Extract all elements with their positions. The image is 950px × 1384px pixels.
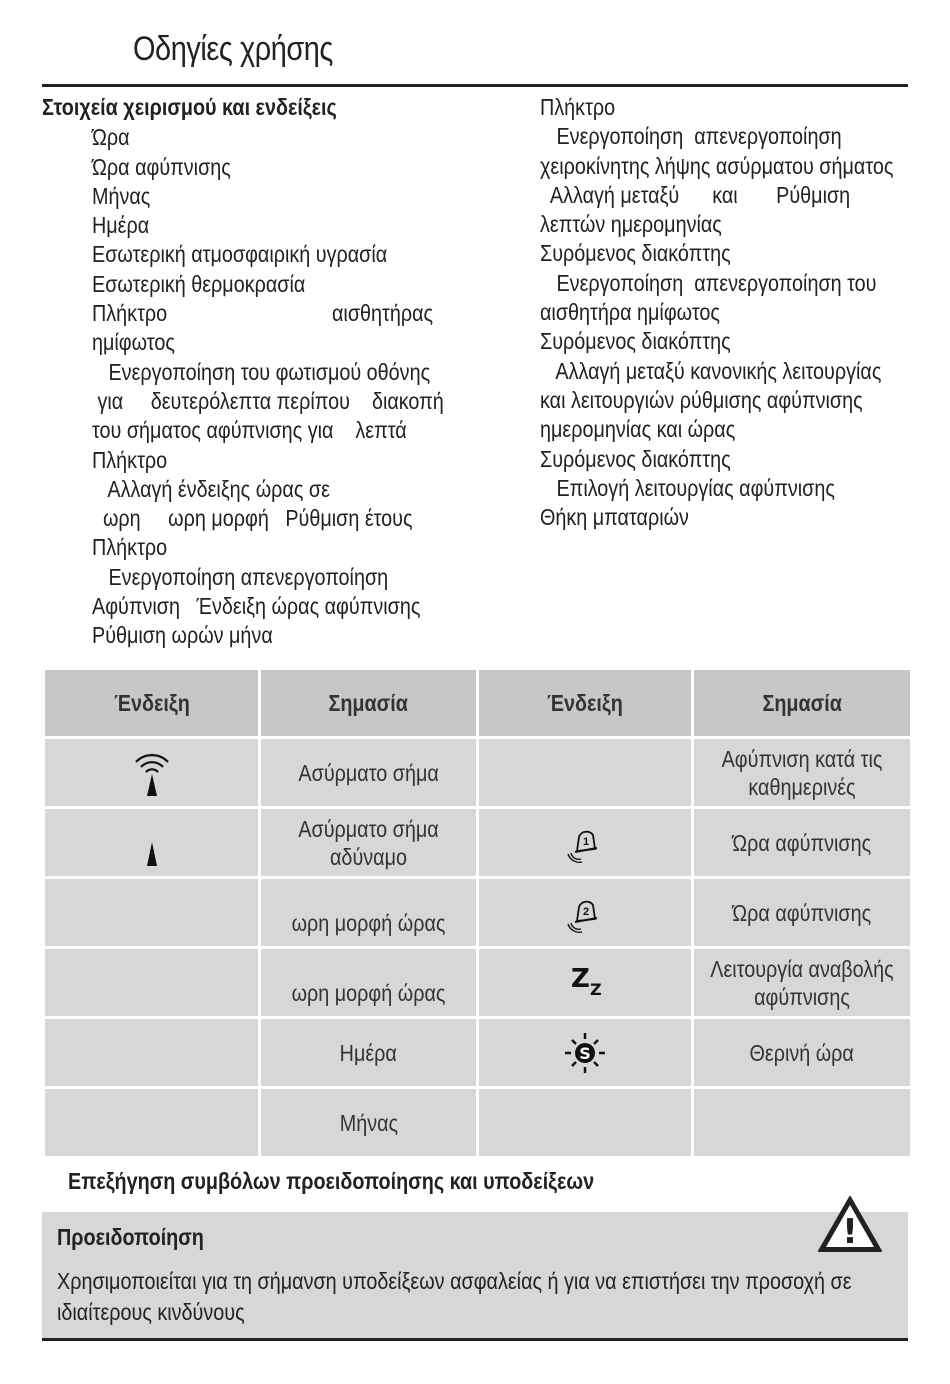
meaning-cell: ωρη μορφή ώρας [260, 948, 478, 1018]
indicator-cell [478, 1088, 693, 1158]
controls-left-list [92, 123, 501, 650]
meaning-cell: Ώρα αφύπνισης [693, 808, 912, 878]
controls-line: Ώρα αφύπνισης [92, 153, 231, 180]
meaning-cell: Ασύρματο σήμα αδύναμο [260, 808, 478, 878]
svg-text:S: S [579, 1043, 591, 1063]
svg-text:Z: Z [571, 963, 590, 994]
controls-line: και λειτουργιών ρύθμισης αφύπνισης [540, 386, 863, 413]
controls-line: Ώρα [92, 124, 130, 151]
header-meaning: Σημασία [693, 669, 912, 738]
controls-line: Αλλαγή μεταξύ κανονικής λειτουργίας [540, 357, 882, 384]
controls-left-column [42, 93, 501, 651]
indicator-cell [44, 1088, 260, 1158]
header-meaning: Σημασία [260, 669, 478, 738]
meaning-cell: Θερινή ώρα [693, 1018, 912, 1088]
table-row [44, 808, 912, 878]
controls-line: Επιλογή λειτουργίας αφύπνισης [540, 474, 835, 501]
meaning-cell: Αφύπνιση κατά τις καθημερινές [693, 738, 912, 808]
svg-text:Z: Z [590, 979, 602, 999]
controls-line: Πλήκτρο [540, 94, 616, 120]
header-indicator: Ένδειξη [478, 669, 693, 738]
controls-heading: Στοιχεία χειρισμού και ενδείξεις [42, 94, 337, 120]
warning-title: Προειδοποίηση [57, 1224, 204, 1250]
meaning-cell: Ώρα αφύπνισης [693, 878, 912, 948]
meaning-cell: Λειτουργία αναβολής αφύπνισης [693, 948, 912, 1018]
controls-line: Εσωτερική ατμοσφαιρική υγρασία [92, 241, 388, 268]
alarm-1-bell-icon [565, 823, 605, 863]
controls-line: ωρη ωρη μορφή Ρύθμιση έτους [92, 505, 413, 532]
controls-line: λεπτών ημερομηνίας [540, 211, 722, 238]
table-row [44, 738, 912, 808]
radio-signal-strong-icon [130, 748, 174, 798]
controls-line: του σήματος αφύπνισης για λεπτά [92, 417, 407, 444]
controls-line: Αλλαγή ένδειξης ώρας σε [92, 475, 330, 502]
controls-line: Αλλαγή μεταξύ και Ρύθμιση [540, 181, 851, 208]
meaning-cell: Ασύρματο σήμα [260, 738, 478, 808]
controls-line: για δευτερόλεπτα περίπου διακοπή [92, 387, 444, 414]
alarm-2-bell-icon [565, 893, 605, 933]
controls-line: Ημέρα [92, 212, 150, 239]
controls-line: Ενεργοποίηση απενεργοποίηση [92, 563, 389, 590]
indicator-cell [478, 808, 693, 878]
warning-text: Χρησιμοποιείται για τη σήμανση υποδείξεων ασφαλείας ή για να επιστήσει την προσοχή σε ιδιαίτερους κινδύνους [57, 1268, 852, 1325]
controls-right-column [540, 93, 950, 532]
indicators-table [42, 667, 913, 1159]
indicator-cell [44, 808, 260, 878]
indicator-cell [44, 878, 260, 948]
controls-line: Ρύθμιση ωρών μήνα [92, 622, 273, 649]
indicator-cell [44, 1018, 260, 1088]
controls-line: Πλήκτρο αισθητήρας [92, 300, 434, 327]
controls-line: ημίφωτος [92, 329, 175, 356]
table-row [44, 1088, 912, 1158]
controls-line: Συρόμενος διακόπτης [540, 328, 731, 355]
meaning-cell: Ημέρα [260, 1018, 478, 1088]
warning-box [42, 1212, 908, 1338]
controls-line: Μήνας [92, 182, 151, 209]
table-row [44, 1018, 912, 1088]
warning-triangle-icon [816, 1194, 884, 1254]
snooze-zz-icon [563, 963, 607, 1003]
indicator-cell [478, 948, 693, 1018]
controls-line: Ενεργοποίηση απενεργοποίηση [540, 123, 842, 150]
controls-line: Συρόμενος διακόπτης [540, 445, 731, 472]
controls-line: Συρόμενος διακόπτης [540, 240, 731, 267]
svg-text:1: 1 [582, 835, 590, 848]
controls-line: Πλήκτρο [92, 534, 168, 561]
controls-line: Αφύπνιση Ένδειξη ώρας αφύπνισης [92, 593, 421, 620]
indicator-cell [44, 738, 260, 808]
header-indicator: Ένδειξη [44, 669, 260, 738]
controls-line: Ενεργοποίηση του φωτισμού οθόνης [92, 358, 431, 385]
meaning-cell [693, 1088, 912, 1158]
table-row [44, 878, 912, 948]
svg-text:!: ! [842, 1212, 858, 1252]
controls-line: ημερομηνίας και ώρας [540, 416, 736, 443]
controls-line: Ενεργοποίηση απενεργοποίηση του [540, 269, 877, 296]
symbols-heading: Επεξήγηση συμβόλων προειδοποίησης και υποδείξεων [68, 1168, 595, 1194]
indicator-cell [478, 878, 693, 948]
meaning-cell: Μήνας [260, 1088, 478, 1158]
page-title: Οδηγίες χρήσης [133, 30, 333, 68]
controls-line: αισθητήρα ημίφωτος [540, 299, 720, 326]
top-divider [42, 84, 908, 87]
controls-line: Εσωτερική θερμοκρασία [92, 270, 306, 297]
controls-line: Θήκη μπαταριών [540, 504, 689, 531]
controls-line: χειροκίνητης λήψης ασύρματου σήματος [540, 152, 894, 179]
meaning-cell: ωρη μορφή ώρας [260, 878, 478, 948]
table-row [44, 948, 912, 1018]
indicator-cell [478, 738, 693, 808]
svg-text:2: 2 [582, 905, 590, 918]
radio-signal-weak-icon [142, 818, 162, 868]
controls-line: Πλήκτρο [92, 446, 168, 473]
indicator-cell [478, 1018, 693, 1088]
summer-time-sun-icon [561, 1031, 609, 1075]
bottom-divider [42, 1338, 908, 1341]
table-header-row [44, 669, 912, 738]
indicator-cell [44, 948, 260, 1018]
